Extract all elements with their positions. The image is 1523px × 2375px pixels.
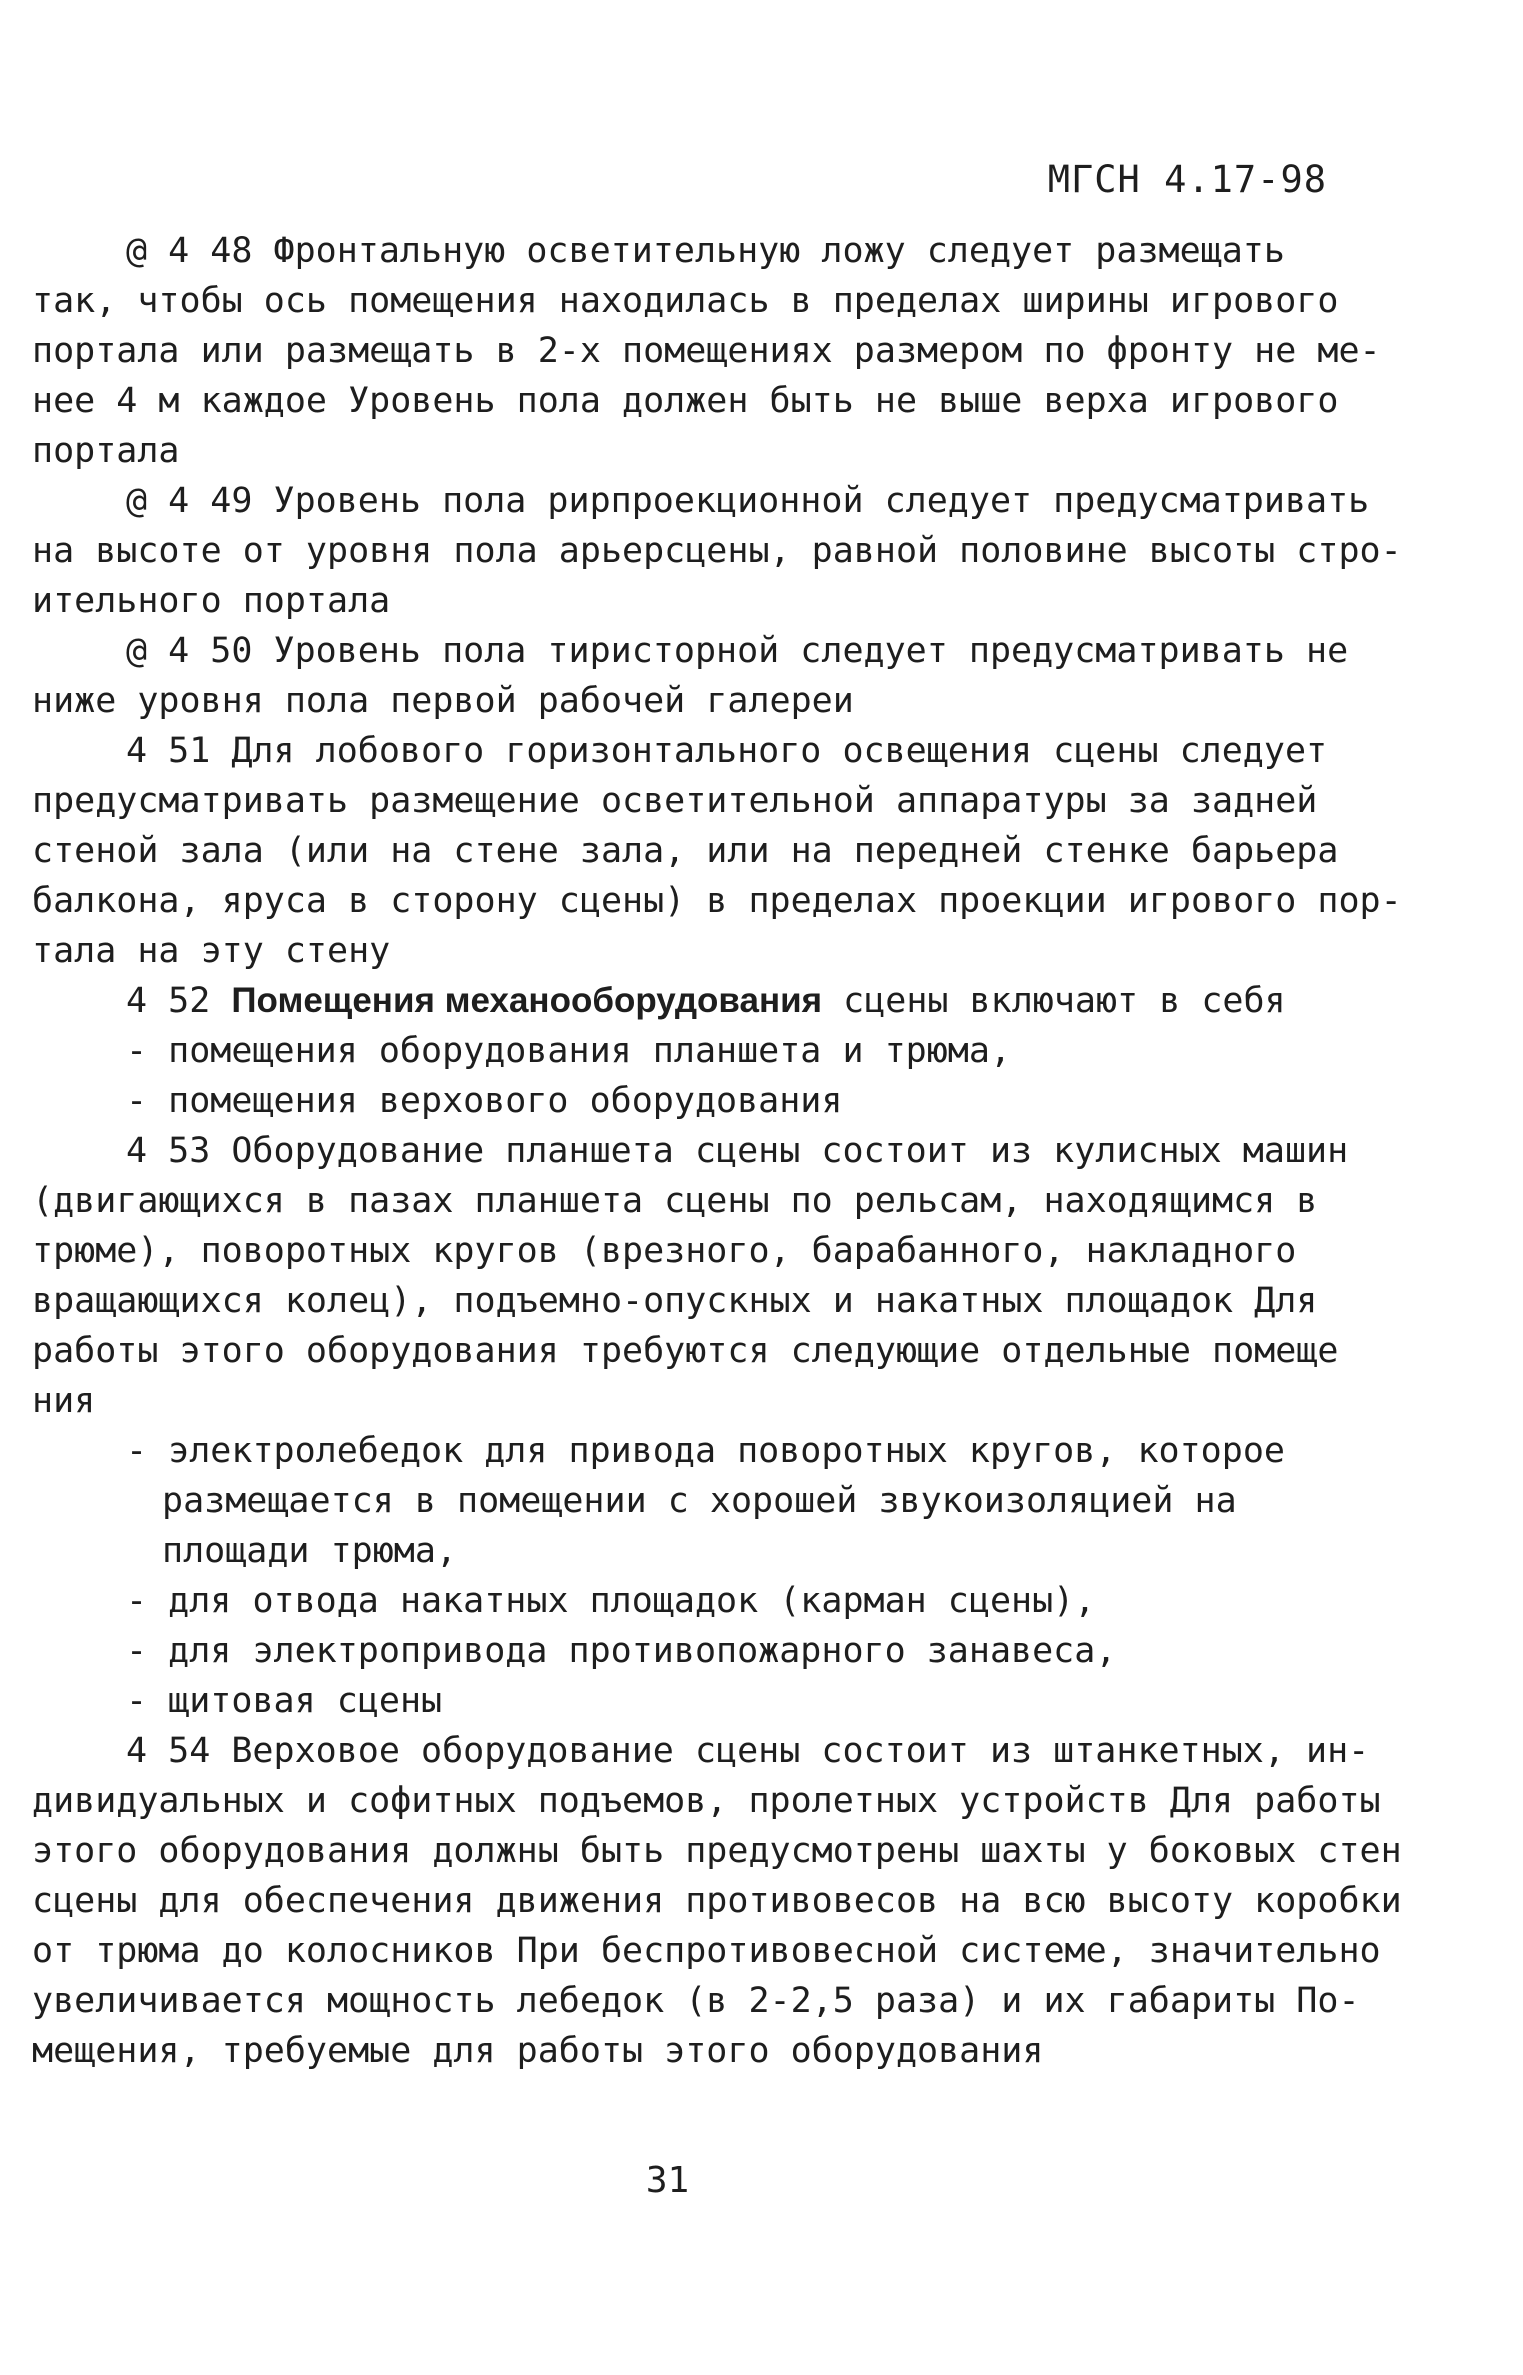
list-item	[32, 1676, 1330, 1726]
text-line: вращающихся колец), подъемно-опускных и накатных площадок Для	[32, 1281, 1318, 1321]
text-line: от трюма до колосников При беспротивовесной системе, значительно	[32, 1931, 1381, 1971]
text-line: 4 53 Оборудование планшета сцены состоит из кулисных машин	[126, 1131, 1349, 1171]
text-line: нее 4 м каждое Уровень пола должен быть не выше верха игрового	[32, 381, 1339, 421]
text-line: ниже уровня пола первой рабочей галереи	[32, 681, 854, 721]
list-item-line	[32, 1476, 1330, 1526]
list-item	[32, 1426, 1330, 1576]
list-item-line	[32, 1526, 1330, 1576]
text-line: 4 54 Верховое оборудование сцены состоит из штанкетных, ин-	[126, 1731, 1370, 1771]
text-line: @ 4 50 Уровень пола тиристорной следует предусматривать не	[126, 631, 1349, 671]
page-number: 31	[645, 2160, 690, 2201]
list-dash: -	[126, 1681, 148, 1721]
text-line: тала на эту стену	[32, 931, 391, 971]
text-line: @ 4 49 Уровень пола рирпроекционной следует предусматривать	[126, 481, 1370, 521]
paragraph-4-49	[32, 476, 1402, 626]
list-dash: -	[126, 1631, 148, 1671]
text-line: увеличивается мощность лебедок (в 2-2,5 раза) и их габариты По-	[32, 1981, 1360, 2021]
list-item-text: электролебедок для привода поворотных кругов, которое	[168, 1431, 1285, 1471]
bold-term: Помещения механооборудования	[231, 981, 823, 1020]
text-line: дивидуальных и софитных подъемов, пролетных устройств Для работы	[32, 1781, 1381, 1821]
list-item: - помещения верхового оборудования	[126, 1081, 843, 1121]
text-line: портала	[32, 431, 180, 471]
list-item-line	[32, 1426, 1330, 1476]
text-line: 4 51 Для лобового горизонтального освещения сцены следует	[126, 731, 1328, 771]
paragraph-4-51	[32, 726, 1402, 976]
document-body	[32, 226, 1402, 2076]
list-item-text: размещается в помещении с хорошей звукоизоляцией на	[162, 1481, 1237, 1521]
text-line: сцены для обеспечения движения противовесов на всю высоту коробки	[32, 1881, 1402, 1921]
paragraph-4-52	[32, 976, 1330, 1126]
list-dash: -	[126, 1581, 148, 1621]
text-line: работы этого оборудования требуются следующие отдельные помеще	[32, 1331, 1339, 1371]
list-item-text: щитовая сцены	[168, 1681, 443, 1721]
text-line: @ 4 48 Фронтальную осветительную ложу следует размещать	[126, 231, 1285, 271]
text-line: предусматривать размещение осветительной аппаратуры за задней	[32, 781, 1318, 821]
list-item-text: для электропривода противопожарного занавеса,	[168, 1631, 1117, 1671]
list-item: - помещения оборудования планшета и трюма,	[126, 1031, 1012, 1071]
list-item-text: для отвода накатных площадок (карман сцены),	[168, 1581, 1096, 1621]
paragraph-4-50	[32, 626, 1349, 726]
clause-text: сцены включают в себя	[843, 981, 1286, 1021]
text-line	[32, 976, 1330, 1026]
list-item-text: площади трюма,	[162, 1531, 458, 1571]
list-dash: -	[126, 1431, 148, 1471]
paragraph-4-53	[32, 1126, 1349, 1726]
text-line: так, чтобы ось помещения находилась в пределах ширины игрового	[32, 281, 1339, 321]
text-line: ительного портала	[32, 581, 391, 621]
paragraph-4-48	[32, 226, 1381, 476]
clause-number: 4 52	[126, 981, 211, 1021]
text-line: ния	[32, 1381, 96, 1421]
text-line: трюме), поворотных кругов (врезного, барабанного, накладного	[32, 1231, 1297, 1271]
text-line: мещения, требуемые для работы этого оборудования	[32, 2031, 1044, 2071]
text-line: портала или размещать в 2-х помещениях размером по фронту не ме-	[32, 331, 1381, 371]
text-line: стеной зала (или на стене зала, или на передней стенке барьера	[32, 831, 1339, 871]
document-code: МГСН 4.17-98	[1047, 158, 1327, 201]
list-item	[32, 1626, 1330, 1676]
text-line: этого оборудования должны быть предусмотрены шахты у боковых стен	[32, 1831, 1402, 1871]
text-line: (двигающихся в пазах планшета сцены по рельсам, находящимся в	[32, 1181, 1318, 1221]
text-line: балкона, яруса в сторону сцены) в пределах проекции игрового пор-	[32, 881, 1402, 921]
paragraph-4-54	[32, 1726, 1402, 2076]
list-item	[32, 1576, 1330, 1626]
text-line: на высоте от уровня пола арьерсцены, равной половине высоты стро-	[32, 531, 1402, 571]
